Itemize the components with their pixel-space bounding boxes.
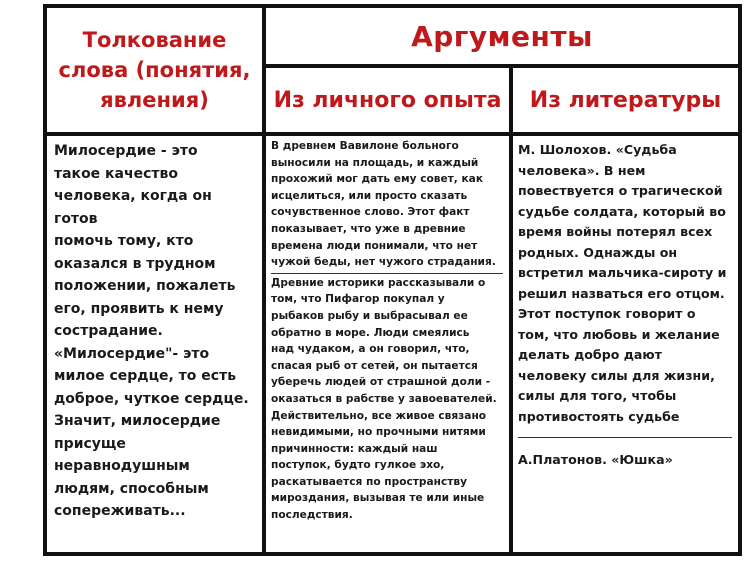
definition-header — [47, 8, 262, 132]
experience-header — [266, 68, 509, 132]
literature-cell — [513, 136, 738, 552]
literature-paragraph-platonov: А.Платонов. «Юшка» — [518, 452, 673, 467]
experience-cell — [266, 136, 509, 552]
literature-header-text: Из литературы — [529, 87, 722, 113]
literature-divider — [518, 437, 732, 438]
arguments-table — [43, 4, 742, 556]
literature-paragraph-sholokhov: М. Шолохов. «Судьба человека». В нем повествуется о трагической судьбе солдата, который во время войны потерял всех родных. Однажды он встретил мальчика-сироту и решил назваться его отцом. Этот поступок говорит о том, что любовь и желание делать добро дают человеку силы для жизни, силы для того, чтобы противостоять судьбе — [518, 142, 727, 424]
experience-paragraph-babylon: В древнем Вавилоне больного выносили на площадь, и каждый прохожий мог дать ему совет, как исцелиться, или просто сказать сочувственное слово. Этот факт показывает, что уже в древние времена люди понимали, что нет чужой беды, нет чужого страдания. — [271, 140, 496, 269]
experience-paragraph-pythagoras: Древние историки рассказывали о том, что Пифагор покупал у рыбаков рыбу и выбрасывал ее обратно в море. Люди смеялись над чудаком, а он говорил, что, спасая рыб от сетей, он пытается уберечь людей от страшной доли - оказаться в рабстве у завоевателей. Действительно, все живое связано невидимыми, но прочными нитями причинности: каждый наш поступок, будто гулкое эхо, раскатывается по пространству мироздания, вызывая те или иные последствия. — [271, 276, 497, 522]
definition-header-text: Толкование слова (понятия, явления) — [58, 28, 251, 112]
arguments-header-text: Аргументы — [411, 19, 593, 53]
paragraph-divider — [271, 273, 503, 274]
literature-header — [513, 68, 738, 132]
experience-header-text: Из личного опыта — [273, 87, 502, 113]
definition-cell — [47, 136, 262, 552]
definition-text: Милосердие - это такое качество человека, когда он готов помочь тому, кто оказался в трудном положении, пожалеть его, проявить к нему сострадание. «Милосердие"- это милое сердце, то есть доброе, чуткое сердце. Значит, милосердие присуще неравнодушным людям, способным сопереживать... — [54, 143, 249, 519]
arguments-header — [266, 8, 738, 64]
